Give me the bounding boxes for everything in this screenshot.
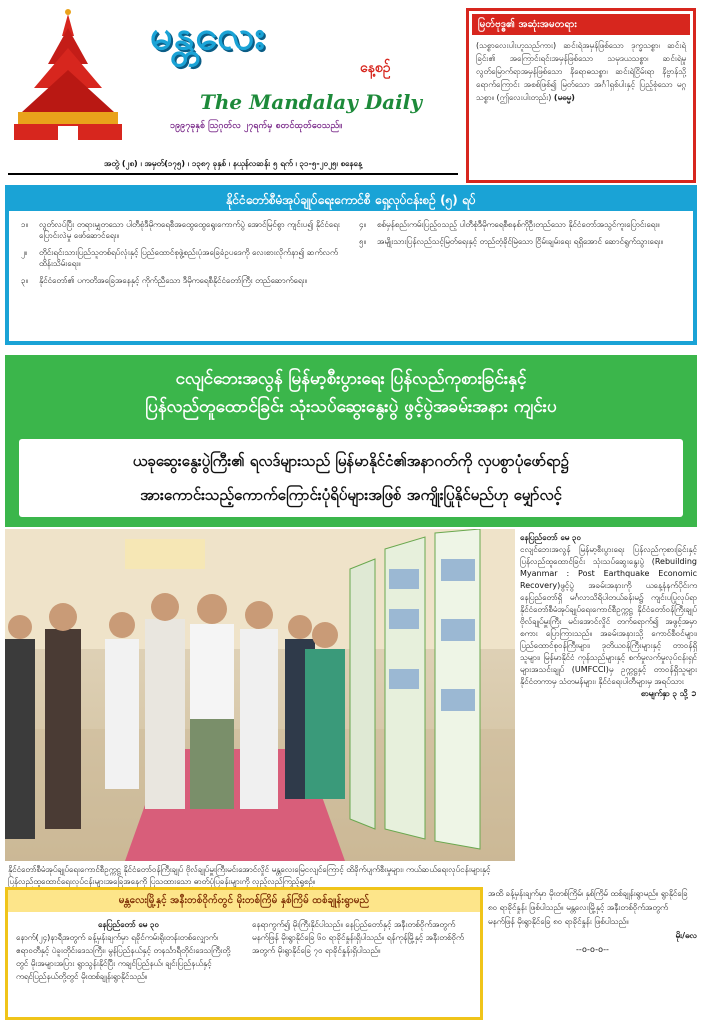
objective-number: ၅။ [359,237,366,246]
main-headline-line1: ငလျင်ဘေးအလွန် မြန်မာ့စီးပွားရေး ပြန်လည်ကုစားခြင်းနှင့် [175,369,527,389]
objective-text: လွတ်လပ်ပြီး တရားမျှတသော ပါတီစုံဒီမိုကရေစီအထွေထွေရွေးကောက်ပွဲ အောင်မြင်စွာ ကျင်းပ၍ နိုင်ငံရေးပြောင်းလဲမှု ဖော်ဆောင်ရေး။ [39,220,340,240]
objective-number: ၂။ [21,248,28,257]
objectives-column-left [21,219,351,292]
weather-continuation-text: အထိ ခန့်မှန်းချက်မှာ မိုးတစ်ကြိမ်၊ နှစ်ကြိမ် ထစ်ချုန်းရွာမည်။ ရွာနိုင်ခြေ ၈၀ ရာခိုင်နှုန်း ဖြစ်ပါသည်။ မန္တလေးမြို့နှင့် အနီးတစ်ဝိုက်အတွက် မနက်ဖြန် မိုးရွာနိုင်ခြေ ၈၀ ရာခိုင်နှုန်း ဖြစ်ပါသည်။ [488,889,688,926]
weather-story-text-right: နေရာကွက်၍ မိုးကြီးနိုင်ပါသည်။ နေပြည်တော်နှင့် အနီးတစ်ဝိုက်အတွက် မနက်ဖြန် မိုးရွာနိုင်ခြေ ၆၀ ရာခိုင်နှုန်းရှိပါသည်။ ရန်ကုန်မြို့နှင့် အနီးတစ်ဝိုက်အတွက် မိုးရွာနိုင်ခြေ ၇၀ ရာခိုင်နှုန်းရှိပါသည်။ [252,920,464,955]
weather-story-dateline: နေပြည်တော် မေ ၃၀ [97,920,160,929]
objective-text: တိုင်းရင်းသားပြည်သူတစ်ရပ်လုံးနှင့် ပြည်ထောင်စုဖွဲ့စည်းပုံအခြေခံဥပဒေကို လေးစားလိုက်နာ၍ ဆက်လက်ထိန်းသိမ်းရေး။ [39,248,338,268]
buddha-teaching-text: (သစ္စာလေးပါးဟူသည်ကား) ဆင်းရဲအမှန်ဖြစ်သော ဒုက္ခသစ္စာ၊ ဆင်းရဲခြင်း၏ အကြောင်းရင်းအမှန်ဖြစ်သော သမုဒယသစ္စာ၊ ဆင်းရဲမှု လွတ်မြောက်ရာအမှန်ဖြစ်သော နိရောဓသစ္စာ၊ ဆင်းရဲငြိမ်းရာ နိဗ္ဗာန်သို့ရောက်ကြောင်း အစစ်ဖြစ်၍ မြတ်သော အင်္ဂါရှစ်ပါးနှင့် ပြည့်စုံသော မဂ္ဂသစ္စာ။ (ဤလေးပါးတည်း) [476,41,686,102]
objectives-box [5,185,697,345]
objectives-column-right [359,219,689,253]
objective-item [21,247,351,269]
objective-item [359,219,689,230]
issue-line: အတွဲ (၂၈) ၊ အမှတ်(၁၇၅) ၊ ၁၃၈၇ ခုနှစ် ၊ နယုန်လဆန်း ၅ ရက် ၊ ၃၁-၅-၂၀၂၅၊ စနေနေ့ [103,159,363,168]
weather-story-text-left: နောက်(၂၄)နာရီအတွက် ခန့်မှန်းချက်မှာ ရခိုင်ကမ်းရိုးတန်းတစ်လျှောက်၊ ဧရာဝတီနှင့် ပဲခူးတိုင်းဒေသကြီး၊ မွန်ပြည်နယ်နှင့် တနင်္သာရီတိုင်းဒေသကြီးတို့တွင် မိုးအများအပြား ရွာသွန်းနိုင်ပြီး ကချင်ပြည်နယ်၊ ချင်းပြည်နယ်နှင့် ကရင်ပြည်နယ်တို့တွင် မိုးထစ်ချုန်းရွာနိုင်သည်။ [16,933,231,981]
weather-signature: မိုး/ဓလ [675,931,697,940]
headline-banner [5,355,697,527]
objective-text: စစ်မှန်စည်းကမ်းပြည့်ဝသည့် ပါတီစုံဒီမိုကရေစီစနစ်ကိုဦးတည်သော နိုင်ငံတော်အသွင်ကူးပြောင်းရေး။ [377,220,660,229]
buddha-teaching-heading: မြတ်ဗုဒ္ဓ၏ အဆုံးအမတရား [472,14,690,35]
masthead-subtitle: နေ့စဉ် [360,60,391,76]
article-continued: စာမျက်နှာ ၃ သို့ ➲ [640,689,697,698]
main-headline [5,365,697,421]
objective-item [359,236,689,247]
article-dateline: နေပြည်တော် မေ ၃၀ [520,533,582,542]
news-photo [5,529,515,861]
photo-caption: နိုင်ငံတော်စီမံအုပ်ချုပ်ရေးကောင်စီဥက္ကဋ္ဌ နိုင်ငံတော်ဝန်ကြီးချုပ် ဗိုလ်ချုပ်မှူးကြီးမင်းအောင်လှိုင် မန္တလေးမြေငလျင်ကြောင့် ထိခိုက်ပျက်စီးမှုများ၊ ကယ်ဆယ်ရေးလုပ်ငန်းများနှင့် ပြန်လည်ထူထောင်ရေးလုပ်ငန်းများအခြေအနေကို ပြသထားသော ဓာတ်ပုံပြခန်းများကို လှည့်လည်ကြည့်ရှုစဉ်။ [8,865,491,886]
masthead-english-title: The Mandalay Daily [200,90,422,114]
masthead-tagline: ၁၉၉၇ခုနှစ် ဩဂုတ်လ ၂၇ရက်မှ စတင်ထုတ်ဝေသည်။ [170,121,342,131]
objective-item [21,219,351,241]
sub-headline [19,439,683,517]
main-headline-line2: ပြန်လည်တူထောင်ခြင်း သုံးသပ်ဆွေးနွေးပွဲ ဖွင့်ပွဲအခမ်းအနား ကျင်းပ [145,397,557,417]
lead-article [520,532,697,700]
weather-story-box [5,887,483,1020]
weather-story-column-right [252,918,477,957]
objective-text: နိုင်ငံတော်၏ ပကတိအခြေအနေနှင့် ကိုက်ညီသော ဒီမိုကရေစီနိုင်ငံတော်ကြီး တည်ဆောက်ရေး။ [39,276,307,285]
objective-number: ၄။ [359,220,366,229]
sub-headline-line2: အားကောင်းသည့်ကောက်ကြောင်းပုံရိပ်များအဖြစ် အကျိုးပြုနိုင်မည်ဟု မျှော်လင့် [140,486,562,504]
weather-story-heading: မန္တလေးမြို့နှင့် အနီးတစ်ဝိုက်တွင် မိုးတစ်ကြိမ် နှစ်ကြိမ် ထစ်ချုန်းရွာမည် [8,890,480,912]
article-body: ငလျင်ဘေးအလွန် မြန်မာ့စီးပွားရေး ပြန်လည်ကုစားခြင်းနှင့် ပြန်လည်ထူထောင်ခြင်း သုံးသပ်ဆွေးနွေးပွဲ (Rebuilding Myanmar : Post Earthquake Economic Recovery)ဖွင့်ပွဲ အခမ်းအနားကို ယနေ့နံနက်ပိုင်းက နေပြည်တော်ရှိ မင်္ဂလာသိရိပါတယ်ခန်းမ၌ ကျင်းပပြုလုပ်ရာ နိုင်ငံတော်စီမံအုပ်ချုပ်ရေးကောင်စီဥက္ကဋ္ဌ နိုင်ငံတော်ဝန်ကြီးချုပ် ဗိုလ်ချုပ်မှူးကြီး မင်းအောင်လှိုင် တက်ရောက်၍ အဖွင့်အမှာစကား ပြောကြားသည်။ အခမ်းအနားသို့ ကောင်စီဝင်များ၊ ပြည်ထောင်စုဝန်ကြီးများ၊ ဒုတိယဝန်ကြီးများနှင့် တာဝန်ရှိသူများ၊ မြန်မာနိုင်ငံ ကုန်သည်များနှင့် စက်မှုလက်မှုလုပ်ငန်းရှင်များအသင်းချုပ် (UMFCCI)မှ ဥက္ကဋ္ဌနှင့် တာဝန်ရှိသူများ နိုင်ငံတကာမှ သံတမန်များ၊ နိုင်ငံရေးပါတီများမှ အရပ်သား [520,545,697,686]
weather-story-column-left [16,918,241,983]
end-mark: --o-o-o-- [576,945,609,954]
sub-headline-line1: ယခုဆွေးနွေးပွဲကြီး၏ ရလဒ်များသည် မြန်မာနိုင်ငံ၏အနာဂတ်ကို လှပစွာပုံဖော်ရာ၌ [132,452,570,470]
objectives-heading: နိုင်ငံတော်စီမံအုပ်ချုပ်ရေးကောင်စီ ရှေ့လုပ်ငန်းစဉ် (၅) ရပ် [9,189,693,211]
masthead-divider [8,173,458,175]
objective-number: ၁။ [21,220,28,229]
pagoda-logo [8,8,128,148]
buddha-teaching-box [466,8,696,183]
masthead-title: မန္တလေး [150,12,266,59]
buddha-teaching-source: (မဓမ္မ) [553,93,575,102]
objective-number: ၃။ [21,276,28,285]
objective-text: အမျိုးသားပြန်လည်သင့်မြတ်ရေးနှင့် တည်တံ့ခိုင်မြဲသော ငြိမ်းချမ်းရေး ရရှိအောင် ဆောင်ရွက်သွားရေး။ [377,237,663,246]
objective-item [21,275,351,286]
weather-story-continuation [488,887,697,957]
buddha-teaching-body [472,35,690,108]
